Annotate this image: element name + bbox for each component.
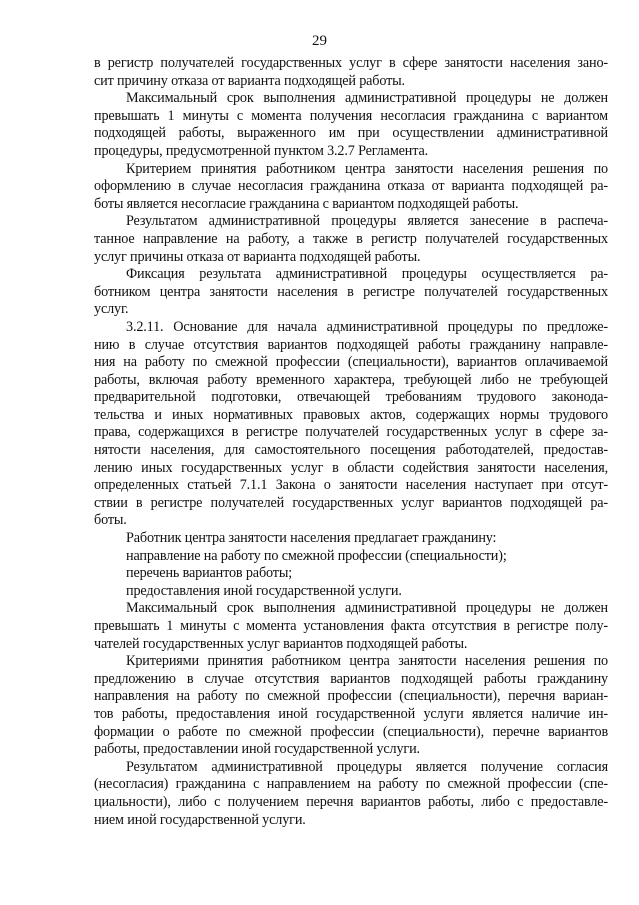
text-line: танное направление на работу, а также в регистр получателей государственных <box>94 230 608 247</box>
text-line: ботником центра занятости населения в регистре получателей государственных <box>94 283 608 300</box>
text-line: циальности), либо с получением перечня вариантов работы, либо с предоставле- <box>94 793 608 810</box>
text-line: боты. <box>94 512 127 529</box>
text-line: тов работы, предоставления иной государственной услуги является наличие ин- <box>94 705 608 722</box>
text-line: ствии в регистре получателей государственных услуг вариантов подходящей ра- <box>94 494 608 511</box>
text-line: предварительной подготовки, отвечающей требованиям трудового законода- <box>94 389 608 406</box>
text-line: работы, предоставлении иной государственной услуги. <box>94 741 420 758</box>
text-line: ния на работу по смежной профессии (специальности), вариантов оплачиваемой <box>94 354 608 371</box>
text-line: Результатом административной процедуры является получение согласия <box>126 758 608 775</box>
text-line: чателей государственных услуг вариантов подходящей работы. <box>94 635 468 652</box>
text-line: Критериями принятия работником центра занятости населения решения по <box>126 653 608 670</box>
text-line: процедуры, предусмотренной пунктом 3.2.7 Регламента. <box>94 142 429 159</box>
text-line: Фиксация результата административной процедуры осуществляется ра- <box>126 266 608 283</box>
text-line: Максимальный срок выполнения административной процедуры не должен <box>126 90 608 107</box>
text-line: оформлению в случае несогласия гражданина отказа от варианта подходящей ра- <box>94 178 608 195</box>
text-line: работы, включая работу временного характера, требующей либо не требующей <box>94 371 608 388</box>
text-line: сит причину отказа от варианта подходящей работы. <box>94 72 405 89</box>
text-line: в регистр получателей государственных услуг в сфере занятости населения зано- <box>94 55 608 71</box>
text-line: лению иных государственных услуг в области содействия занятости населения, <box>94 459 608 476</box>
text-line: подходящей работы, выраженного им при осуществлении административной <box>94 125 608 142</box>
text-line: (несогласия) гражданина с направлением на работу по смежной профессии (спе- <box>94 776 608 793</box>
text-line: формации о работе по смежной профессии (специальности), перечне вариантов <box>94 723 608 740</box>
text-line: нятости населения, для самостоятельного посещения работодателей, предостав- <box>94 442 608 459</box>
text-line: Максимальный срок выполнения административной процедуры не должен <box>126 600 608 617</box>
text-line: услуг. <box>94 301 129 318</box>
text-line: направления на работу по смежной профессии (специальности), перечня вариан- <box>94 688 608 705</box>
text-line: направление на работу по смежной профессии (специальности); <box>126 547 507 564</box>
body-text <box>94 55 608 829</box>
text-line: превышать 1 минуты с момента установления факта отсутствия в регистре полу- <box>94 618 608 634</box>
text-line: Работник центра занятости населения предлагает гражданину: <box>126 530 497 547</box>
text-line: определенных статьей 7.1.1 Закона о занятости населения наступает при отсут- <box>94 477 608 494</box>
text-line: Критерием принятия работником центра занятости населения решения по <box>126 160 608 177</box>
text-line: боты является несогласие гражданина с вариантом подходящей работы. <box>94 195 519 212</box>
text-line: нием иной государственной услуги. <box>94 811 306 828</box>
text-line: перечень вариантов работы; <box>126 565 292 582</box>
text-line: тельства и иных нормативных правовых актов, содержащих нормы трудового <box>94 406 608 423</box>
text-line: 3.2.11. Основание для начала административной процедуры по предложе- <box>126 318 608 335</box>
text-line: предложению в случае отсутствия вариантов подходящей работы гражданину <box>94 670 608 687</box>
text-line: Результатом административной процедуры является занесение в распеча- <box>126 213 608 230</box>
page-number: 29 <box>312 33 327 49</box>
text-line: превышать 1 минуты с момента получения несогласия гражданина с вариантом <box>94 107 608 124</box>
text-line: права, содержащихся в регистре получателей государственных услуг в сфере за- <box>94 424 608 441</box>
text-line: услуг причины отказа от варианта подходящей работы. <box>94 248 421 265</box>
text-line: предоставления иной государственной услуги. <box>126 582 402 599</box>
text-line: нию в случае отсутствия вариантов подходящей работы гражданину направле- <box>94 336 608 353</box>
